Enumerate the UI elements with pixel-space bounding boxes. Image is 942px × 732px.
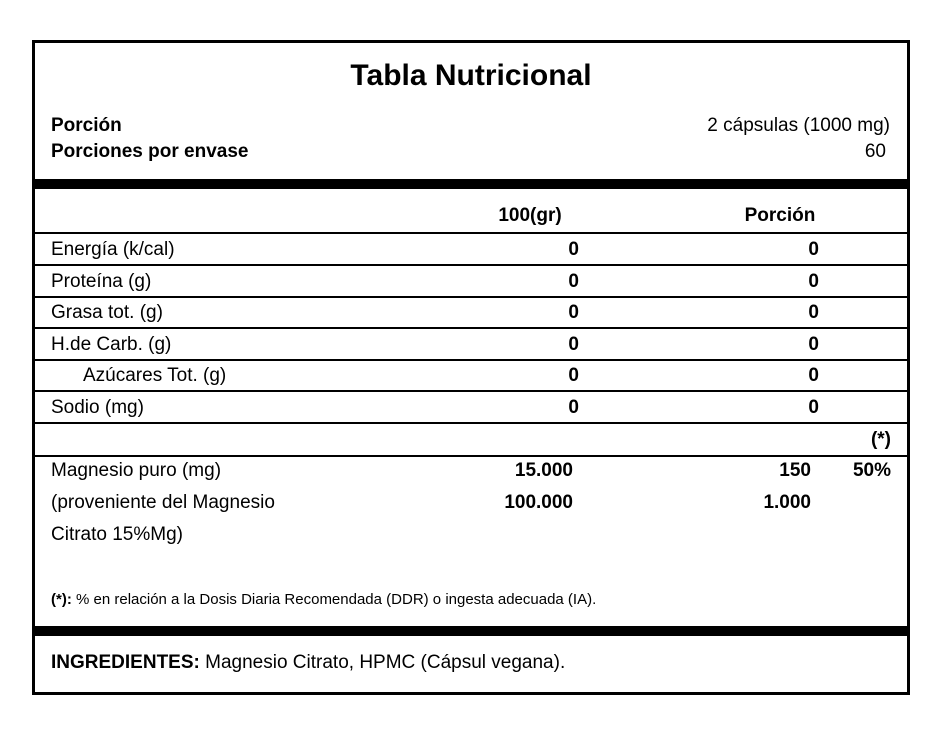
value-100g-energy: 0 [568, 239, 579, 260]
row-divider [35, 359, 907, 361]
row-divider [35, 455, 907, 457]
ingredients [51, 652, 565, 674]
column-header-100g: 100(gr) [498, 205, 562, 226]
value-100g-carbs: 0 [568, 334, 579, 355]
row-label-protein: Proteína (g) [51, 271, 152, 292]
row-label-magnesium-source: (proveniente del Magnesio [51, 492, 275, 513]
value-portion-carbs: 0 [808, 334, 819, 355]
value-100g-magnesium: 15.000 [514, 460, 573, 481]
portion-value: 2 cápsulas (1000 mg) [707, 115, 890, 136]
value-portion-magnesium-citrate: 1.000 [763, 492, 811, 513]
ingredients-text: Magnesio Citrato, HPMC (Cápsul vegana). [199, 652, 566, 673]
ingredients-label: INGREDIENTES: [51, 652, 200, 673]
row-label-sodium: Sodio (mg) [51, 397, 144, 418]
value-portion-fat: 0 [808, 302, 819, 323]
value-portion-magnesium: 150 [779, 460, 811, 481]
row-divider [35, 390, 907, 392]
row-label-energy: Energía (k/cal) [51, 239, 175, 260]
footnote-marker: (*): [51, 591, 72, 608]
value-portion-energy: 0 [808, 239, 819, 260]
value-portion-sodium: 0 [808, 397, 819, 418]
value-100g-sugars: 0 [568, 365, 579, 386]
table-title: Tabla Nutricional [350, 59, 592, 92]
value-ddr-magnesium: 50% [852, 460, 891, 481]
footnote-text: % en relación a la Dosis Diaria Recomendada (DDR) o ingesta adecuada (IA). [71, 591, 597, 608]
servings-per-container-value: 60 [864, 141, 886, 162]
value-100g-fat: 0 [568, 302, 579, 323]
divider-thick-top [35, 179, 907, 189]
value-100g-magnesium-citrate: 100.000 [504, 492, 573, 513]
ddr-column-header: (*) [870, 429, 891, 450]
servings-per-container-label: Porciones por envase [51, 141, 249, 162]
row-divider [35, 327, 907, 329]
nutrition-label [32, 40, 910, 695]
row-divider [35, 422, 907, 424]
divider-thick-bottom [35, 626, 907, 636]
value-portion-sugars: 0 [808, 365, 819, 386]
row-divider [35, 264, 907, 266]
value-100g-sodium: 0 [568, 397, 579, 418]
row-divider [35, 296, 907, 298]
row-label-sugars: Azúcares Tot. (g) [83, 365, 227, 386]
row-label-fat: Grasa tot. (g) [51, 302, 163, 323]
row-label-magnesium: Magnesio puro (mg) [51, 460, 222, 481]
row-divider [35, 232, 907, 234]
row-label-magnesium-citrate: Citrato 15%Mg) [51, 524, 183, 545]
footnote [51, 591, 596, 608]
row-label-carbs: H.de Carb. (g) [51, 334, 172, 355]
portion-label: Porción [51, 115, 122, 136]
column-header-portion: Porción [744, 205, 816, 226]
value-100g-protein: 0 [568, 271, 579, 292]
value-portion-protein: 0 [808, 271, 819, 292]
